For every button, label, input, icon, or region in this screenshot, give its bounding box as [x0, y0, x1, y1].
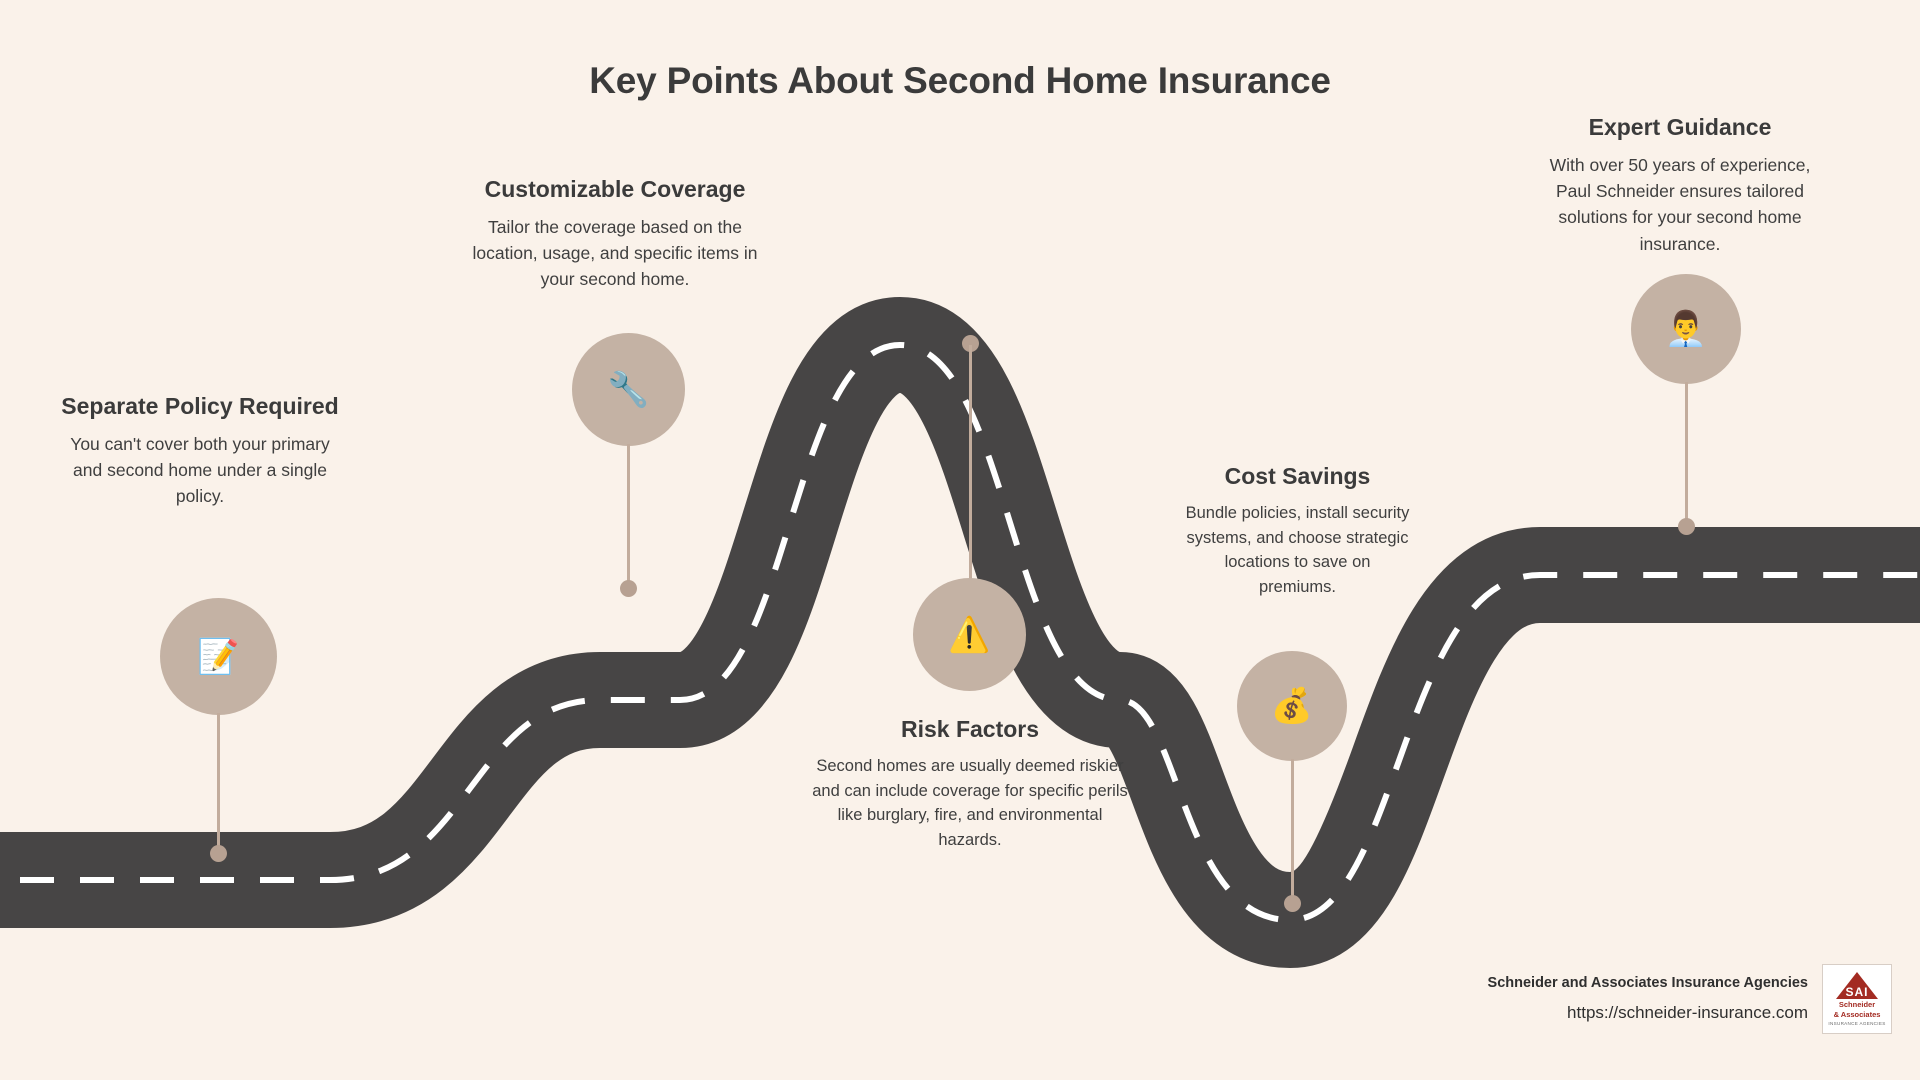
brand-logo: [1822, 964, 1892, 1034]
logo-subtitle-secondary: & Associates: [1833, 1010, 1881, 1019]
node-customizable-coverage-text: [455, 175, 775, 293]
node-customizable-coverage-icon-bubble[interactable]: [572, 333, 685, 446]
node-customizable-coverage-title: Customizable Coverage: [484, 176, 746, 202]
node-cost-savings-text: [1185, 462, 1410, 600]
logo-letters: SAI: [1845, 985, 1869, 999]
node-risk-factors-desc: Second homes are usually deemed riskier and can include coverage for specific perils like burglary, fire, and environmental hazards.: [812, 756, 1128, 850]
node-separate-policy-text: [60, 392, 340, 510]
brand-footer: [1488, 964, 1892, 1034]
node-risk-factors-stem: [969, 345, 972, 590]
node-expert-guidance-text: [1530, 113, 1830, 257]
node-cost-savings-dot: [1284, 895, 1301, 912]
node-customizable-coverage-stem: [627, 444, 630, 589]
page-title: Key Points About Second Home Insurance: [589, 60, 1331, 101]
node-expert-guidance-stem: [1685, 382, 1688, 528]
office-worker-icon: 👨‍💼: [1664, 310, 1708, 348]
node-separate-policy-icon-bubble[interactable]: [160, 598, 277, 715]
node-expert-guidance-desc: With over 50 years of experience, Paul Schneider ensures tailored solutions for your second home insurance.: [1549, 154, 1811, 254]
node-risk-factors-title: Risk Factors: [900, 716, 1040, 742]
node-expert-guidance-title: Expert Guidance: [1588, 114, 1772, 140]
node-cost-savings-icon-bubble[interactable]: [1237, 651, 1347, 761]
node-cost-savings-desc: Bundle policies, install security systems, and choose strategic locations to save on premiums.: [1185, 503, 1410, 597]
node-separate-policy-desc: You can't cover both your primary and second home under a single policy.: [70, 433, 330, 507]
node-customizable-coverage-desc: Tailor the coverage based on the location, usage, and specific items in your second home.: [472, 216, 758, 290]
node-expert-guidance-dot: [1678, 518, 1695, 535]
memo-pencil-icon: 📝: [197, 637, 240, 676]
warning-icon: ⚠️: [948, 615, 991, 654]
wrench-icon: 🔧: [607, 370, 650, 409]
logo-subtitle-tertiary: INSURANCE AGENCIES: [1828, 1021, 1886, 1027]
logo-subtitle-primary: Schneider: [1838, 999, 1876, 1009]
node-separate-policy-stem: [217, 713, 220, 853]
brand-text-block: [1488, 975, 1808, 1023]
brand-name: Schneider and Associates Insurance Agencies: [1487, 975, 1808, 991]
node-expert-guidance-icon-bubble[interactable]: [1631, 274, 1741, 384]
node-cost-savings-stem: [1291, 759, 1294, 905]
node-separate-policy-dot: [210, 845, 227, 862]
node-cost-savings-title: Cost Savings: [1224, 463, 1371, 489]
node-separate-policy-title: Separate Policy Required: [61, 393, 339, 419]
money-bag-icon: 💰: [1270, 687, 1314, 725]
node-risk-factors-icon-bubble[interactable]: [913, 578, 1026, 691]
node-risk-factors-text: [805, 715, 1135, 853]
node-customizable-coverage-dot: [620, 580, 637, 597]
brand-url[interactable]: https://schneider-insurance.com: [1567, 1003, 1808, 1022]
